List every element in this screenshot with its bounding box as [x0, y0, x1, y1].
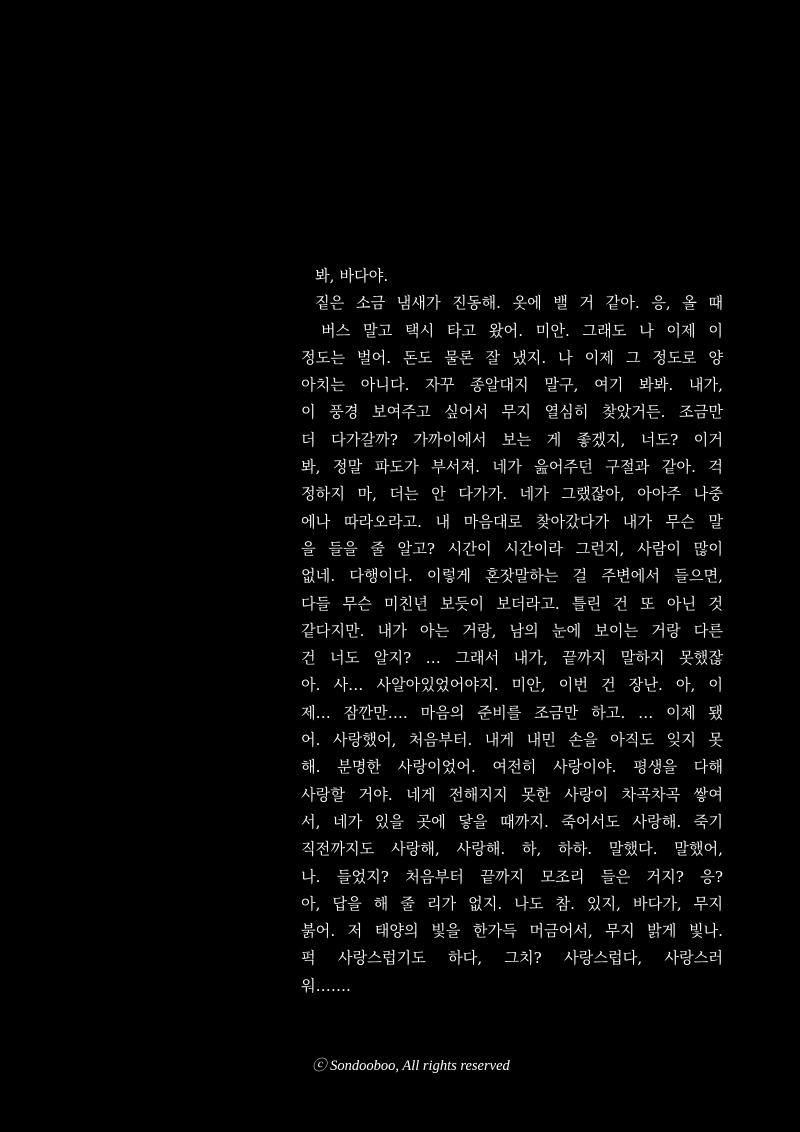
text-line: 퍽 사랑스럽기도 하다, 그치? 사랑스럽다, 사랑스러: [301, 949, 723, 968]
text-line: 아, 답을 해 줄 리가 없지. 나도 참. 있지, 바다가, 무지: [301, 894, 723, 913]
text-line: 사랑할 거야. 네게 전해지지 못한 사랑이 차곡차곡 쌓여: [301, 785, 723, 804]
text-line: 서, 네가 있을 곳에 닿을 때까지. 죽어서도 사랑해. 죽기: [301, 812, 723, 831]
text-line: 봐, 정말 파도가 부서져. 네가 읊어주던 구절과 같아. 걱: [301, 458, 723, 477]
text-line: 정하지 마, 더는 안 다가가. 네가 그랬잖아, 아아주 나중: [301, 485, 723, 504]
copyright-notice: ⓒ Sondooboo, All rights reserved: [312, 1058, 510, 1074]
text-line: 같다지만. 내가 아는 거랑, 남의 눈에 보이는 거랑 다른: [301, 621, 723, 640]
text-line: 더 다가갈까? 가까이에서 보는 게 좋겠지, 너도? 이거: [301, 430, 723, 449]
text-line: 아치는 아니다. 자꾸 종알대지 말구, 여기 봐봐. 내가,: [301, 376, 723, 395]
text-line: 봐, 바다야.: [315, 267, 389, 285]
story-text: [301, 263, 723, 1000]
text-line: 건 너도 알지? … 그래서 내가, 끝까지 말하지 못했잖: [301, 649, 723, 668]
text-line: 없네. 다행이다. 이렇게 혼잣말하는 걸 주변에서 들으면,: [301, 567, 723, 586]
text-line: 아. 사… 사알아있었어야지. 미안, 이번 건 장난. 아, 이: [301, 676, 723, 695]
text-line: 어. 사랑했어, 처음부터. 내게 내민 손을 아직도 잊지 못: [301, 731, 723, 750]
text-line: 나. 들었지? 처음부터 끝까지 모조리 들은 거지? 응?: [301, 867, 723, 886]
text-line: 워…….: [301, 976, 351, 995]
text-line: 붉어. 저 태양의 빛을 한가득 머금어서, 무지 밝게 빛나.: [301, 922, 723, 941]
text-line: 정도는 벌어. 돈도 물론 잘 냈지. 나 이제 그 정도로 양: [301, 348, 723, 367]
text-line: 직전까지도 사랑해, 사랑해. 하, 하하. 말했다. 말했어,: [301, 840, 723, 859]
text-line: 이 풍경 보여주고 싶어서 무지 열심히 찾았거든. 조금만: [301, 403, 723, 422]
text-line: 짙은 소금 냄새가 진동해. 옷에 밸 거 같아. 응, 올 때: [315, 294, 723, 313]
text-line: 다들 무슨 미친년 보듯이 보더라고. 틀린 건 또 아닌 것: [301, 594, 723, 613]
text-line: 해. 분명한 사랑이었어. 여전히 사랑이야. 평생을 다해: [301, 758, 723, 777]
text-line: 을 들을 줄 알고? 시간이 시간이라 그런지, 사람이 많이: [301, 539, 723, 558]
text-line: 에나 따라오라고. 내 마음대로 찾아갔다가 내가 무슨 말: [301, 512, 723, 531]
text-line: 버스 말고 택시 타고 왔어. 미안. 그래도 나 이제 이: [321, 321, 723, 340]
text-line: 제… 잠깐만…. 마음의 준비를 조금만 하고. … 이제 됐: [301, 703, 723, 722]
